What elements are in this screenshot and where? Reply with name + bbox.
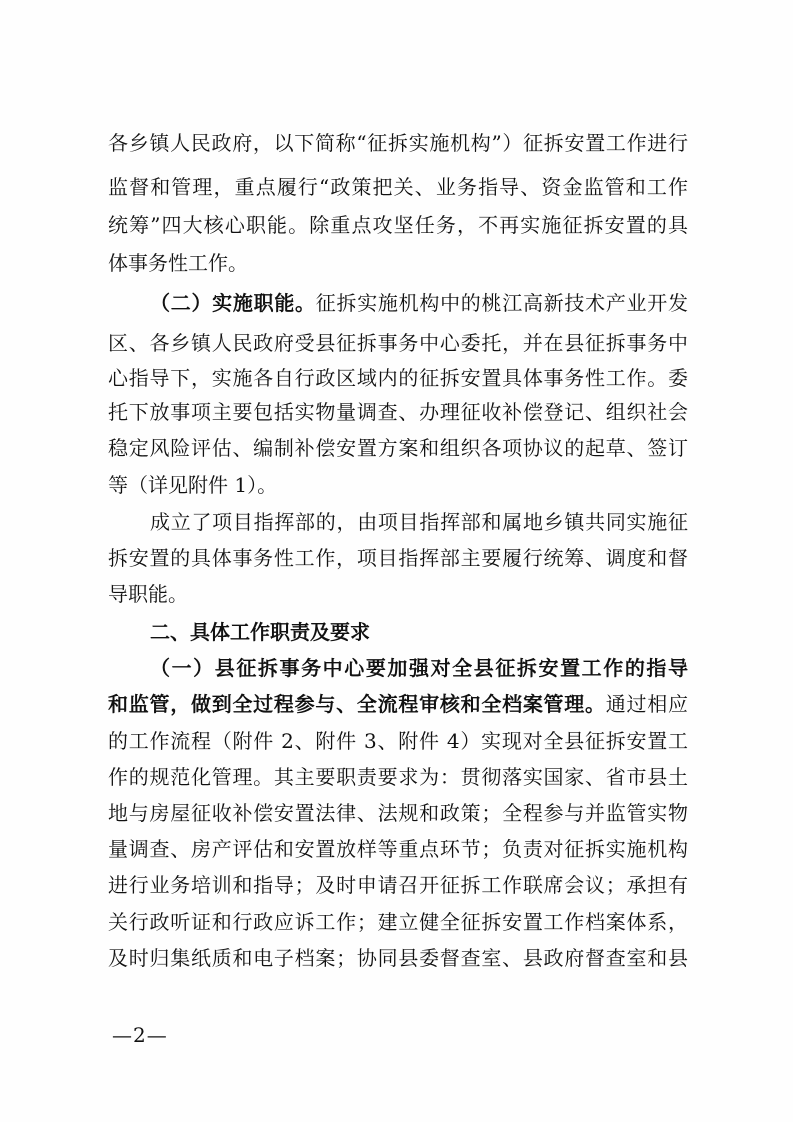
- body-line: 体事务性工作。: [108, 251, 248, 275]
- body-line: 及时归集纸质和电子档案；协同县委督查室、县政府督查室和县: [108, 946, 688, 970]
- body-line: 区、各乡镇人民政府受县征拆事务中心委托，并在县征拆事务中: [108, 331, 688, 355]
- body-line: 监督和管理，重点履行“政策把关、业务指导、资金监管和工作: [108, 175, 688, 199]
- body-line: 稳定风险评估、编制补偿安置方案和组织各项协议的起草、签订: [108, 436, 688, 460]
- body-line: 量调查、房产评估和安置放样等重点环节；负责对征拆实施机构: [108, 837, 688, 861]
- body-line: 关行政听证和行政应诉工作；建立健全征拆安置工作档案体系，: [108, 910, 688, 934]
- subsection-2-1-heading-cont: 和监管，做到全过程参与、全流程审核和全档案管理。: [108, 692, 606, 716]
- body-line: 拆安置的具体事务性工作，项目指挥部主要履行统筹、调度和督: [108, 546, 688, 570]
- section-2-2-first-line: [150, 290, 688, 316]
- body-line: 托下放事项主要包括实物量调查、办理征收补偿登记、组织社会: [108, 400, 688, 424]
- body-line: 各乡镇人民政府，以下简称“征拆实施机构”）征拆安置工作进行: [108, 131, 688, 155]
- subsection-2-1-line: [108, 691, 688, 717]
- section-heading-2: 二、具体工作职责及要求: [150, 620, 370, 644]
- body-line: 导职能。: [108, 582, 188, 606]
- page-number: —2—: [112, 1023, 168, 1047]
- body-line: 成立了项目指挥部的，由项目指挥部和属地乡镇共同实施征: [150, 510, 688, 534]
- body-line: 进行业务培训和指导；及时申请召开征拆工作联席会议；承担有: [108, 873, 688, 897]
- body-line: 的工作流程（附件 2、附件 3、附件 4）实现对全县征拆安置工: [108, 729, 688, 753]
- section-2-2-text: 征拆实施机构中的桃江高新技术产业开发: [315, 291, 688, 315]
- body-line: 等（详见附件 1）。: [108, 473, 278, 497]
- body-line: 心指导下，实施各自行政区域内的征拆安置具体事务性工作。委: [108, 366, 688, 390]
- body-line: 地与房屋征收补偿安置法律、法规和政策；全程参与并监管实物: [108, 801, 688, 825]
- section-2-2-heading: （二）实施职能。: [150, 291, 316, 315]
- body-line: 作的规范化管理。其主要职责要求为：贯彻落实国家、省市县土: [108, 765, 688, 789]
- subsection-2-1-heading: （一）县征拆事务中心要加强对全县征拆安置工作的指导: [150, 656, 688, 680]
- body-line: 统筹”四大核心职能。除重点攻坚任务，不再实施征拆安置的具: [108, 213, 688, 237]
- subsection-2-1-text: 通过相应: [605, 692, 688, 716]
